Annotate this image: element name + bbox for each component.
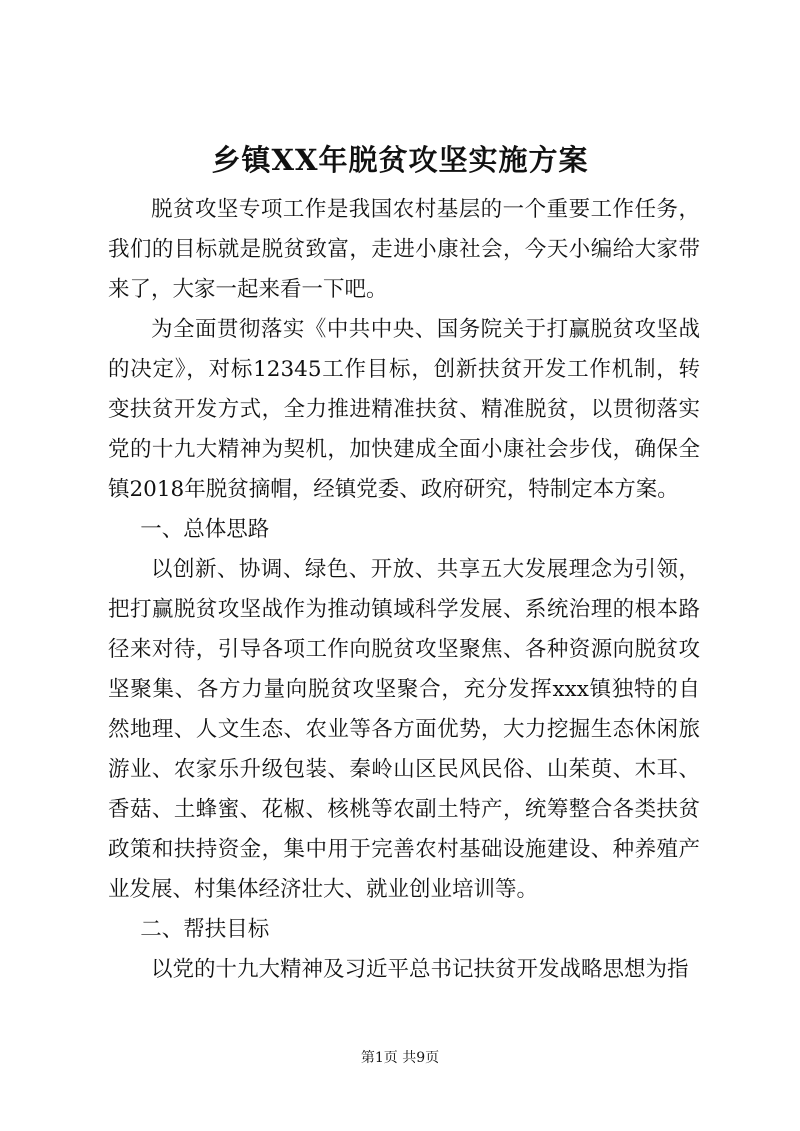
intro-paragraph: 脱贫攻坚专项工作是我国农村基层的一个重要工作任务，我们的目标就是脱贫致富，走进小康社会，今天小编给大家带来了，大家一起来看一下吧。 (108, 197, 700, 302)
page-number-footer: 第1页 共9页 (360, 1050, 440, 1066)
purpose-paragraph: 为全面贯彻落实《中共中央、国务院关于打赢脱贫攻坚战的决定》，对标12345工作目标，创新扶贫开发工作机制，转变扶贫开发方式，全力推进精准扶贫、精准脱贫，以贯彻落实党的十九大精神为契机，加快建成全面小康社会步伐，确保全镇2018年脱贫摘帽，经镇党委、政府研究，特制定本方案。 (108, 317, 700, 502)
document-title: 乡镇XX年脱贫攻坚实施方案 (211, 143, 589, 177)
section-heading-overall-approach: 一、总体思路 (140, 517, 270, 542)
assistance-goals-paragraph: 以党的十九大精神及习近平总书记扶贫开发战略思想为指 (151, 957, 689, 982)
overall-approach-paragraph: 以创新、协调、绿色、开放、共享五大发展理念为引领，把打赢脱贫攻坚战作为推动镇域科学发展、系统治理的根本路径来对待，引导各项工作向脱贫攻坚聚焦、各种资源向脱贫攻坚聚集、各方力量向脱贫攻坚聚合，充分发挥xxx镇独特的自然地理、人文生态、农业等各方面优势，大力挖掘生态休闲旅游业、农家乐升级包装、秦岭山区民风民俗、山茱萸、木耳、香菇、土蜂蜜、花椒、核桃等农副土特产，统筹整合各类扶贫政策和扶持资金，集中用于完善农村基础设施建设、种养殖产业发展、村集体经济壮大、就业创业培训等。 (108, 557, 700, 902)
document-body (108, 190, 700, 990)
section-heading-assistance-goals: 二、帮扶目标 (140, 917, 270, 942)
